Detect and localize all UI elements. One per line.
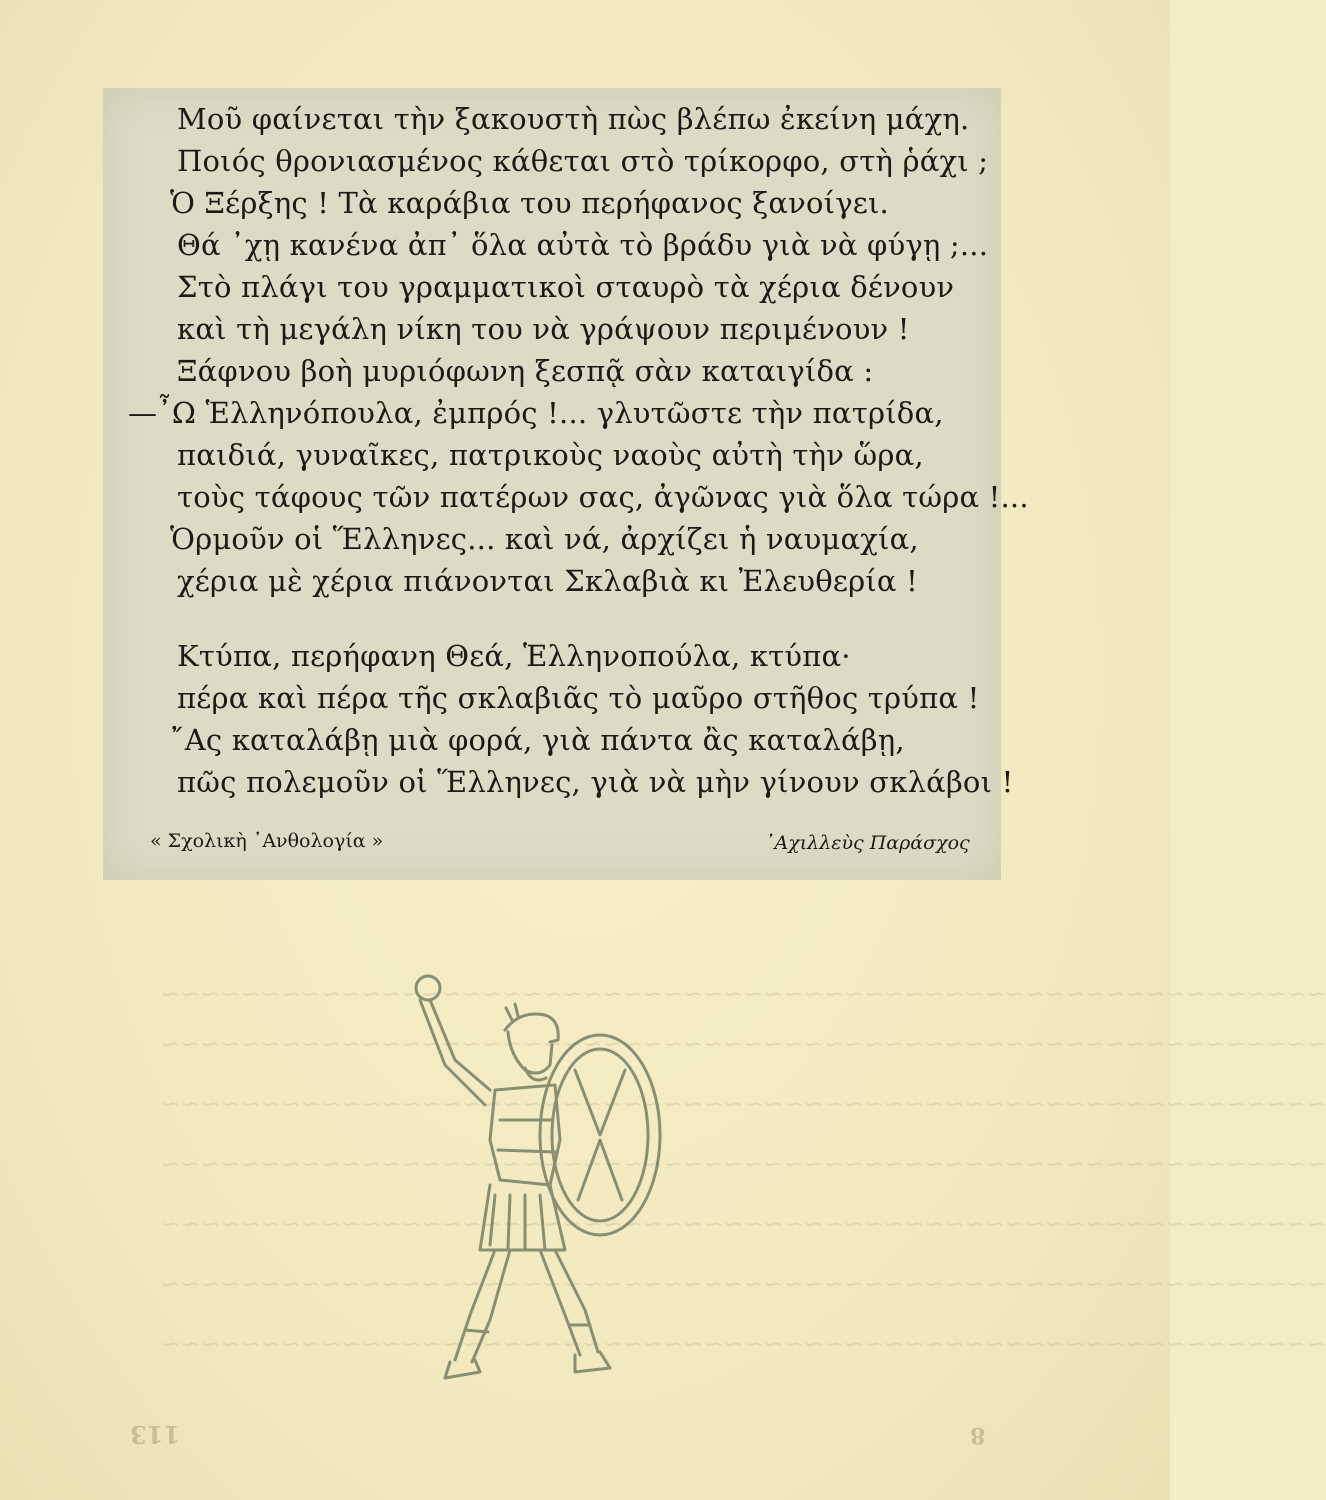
poem-line: —῏Ω Ἑλληνόπουλα, ἐμπρός !... γλυτῶστε τὴν πατρίδα, (128, 396, 944, 430)
poem-line: πῶς πολεμοῦν οἱ Ἕλληνες, γιὰ νὰ μὴν γίνουν σκλάβοι ! (177, 765, 1014, 799)
poem-line: Ὁρμοῦν οἱ Ἕλληνες... καὶ νά, ἀρχίζει ἡ ναυμαχία, (170, 522, 919, 556)
bleed-through-text: ~~~~~~~~~~~~~~~~~~~~~~~~~~~~~~~~~~~~~~~~~~~~~~~~~~~~~~~~~~ (160, 1150, 1326, 1178)
poem-line: καὶ τὴ μεγάλη νίκη του νὰ γράψουν περιμένουν ! (177, 312, 910, 346)
poem-line: ῎Ας καταλάβῃ μιὰ φορά, γιὰ πάντα ἂς καταλάβῃ, (170, 723, 905, 757)
poem-line: παιδιά, γυναῖκες, πατρικοὺς ναοὺς αὐτὴ τὴν ὥρα, (177, 438, 924, 472)
poem-line: χέρια μὲ χέρια πιάνονται Σκλαβιὰ κι Ἐλευθερία ! (177, 564, 918, 598)
bleed-through-text: ~~~~~~~~~~~~~~~~~~~~~~~~~~~~~~~~~~~~~~~~~~~~~~~~~~~~~~~~~~ (160, 1090, 1326, 1118)
bleed-through-text: ~~~~~~~~~~~~~~~~~~~~~~~~~~~~~~~~~~~~~~~~~~~~~~~~~~~~~~~~~~ (160, 1210, 1326, 1238)
poem-line: Ξάφνου βοὴ μυριόφωνη ξεσπᾷ σὰν καταιγίδα : (177, 354, 874, 388)
bleed-through-text: ~~~~~~~~~~~~~~~~~~~~~~~~~~~~~~~~~~~~~~~~~~~~~~~~~~~~~~~~~~ (160, 1030, 1326, 1058)
bleed-through-text: ~~~~~~~~~~~~~~~~~~~~~~~~~~~~~~~~~~~~~~~~~~~~~~~~~~~~~~~~~~ (160, 1330, 1326, 1358)
poem-line: τοὺς τάφους τῶν πατέρων σας, ἀγῶνας γιὰ ὅλα τώρα !... (177, 480, 1029, 514)
bleed-through-page-number: 113 (130, 1420, 181, 1449)
poem-line: Ὁ Ξέρξης ! Τὰ καράβια του περήφανος ξανοίγει. (170, 186, 889, 220)
bleed-through-page-number: 8 (970, 1422, 986, 1448)
poem (0, 0, 1029, 799)
bleed-through-text: ~~~~~~~~~~~~~~~~~~~~~~~~~~~~~~~~~~~~~~~~~~~~~~~~~~~~~~~~~~ (160, 980, 1326, 1008)
poem-line: Κτύπα, περήφανη Θεά, Ἑλληνοπούλα, κτύπα· (177, 639, 851, 673)
poem-author: ᾽Αχιλλεὺς Παράσχος (765, 832, 970, 854)
poem-line: Ποιός θρονιασμένος κάθεται στὸ τρίκορφο, στὴ ῥάχι ; (177, 144, 989, 178)
anthology-source: « Σχολικὴ ᾽Ανθολογία » (150, 830, 384, 852)
poem-line: Μοῦ φαίνεται τὴν ξακουστὴ πὼς βλέπω ἐκείνη μάχη. (177, 102, 970, 136)
bleed-through-text: ~~~~~~~~~~~~~~~~~~~~~~~~~~~~~~~~~~~~~~~~~~~~~~~~~~~~~~~~~~ (160, 1270, 1326, 1298)
hoplite-warrior-with-shield-icon (400, 960, 700, 1390)
poem-line: πέρα καὶ πέρα τῆς σκλαβιᾶς τὸ μαῦρο στῆθος τρύπα ! (177, 681, 980, 715)
poem-line: Θά ᾽χῃ κανένα ἀπ᾽ ὅλα αὐτὰ τὸ βράδυ γιὰ νὰ φύγῃ ;... (177, 228, 989, 262)
poem-line: Στὸ πλάγι του γραμματικοὶ σταυρὸ τὰ χέρια δένουν (177, 270, 955, 304)
